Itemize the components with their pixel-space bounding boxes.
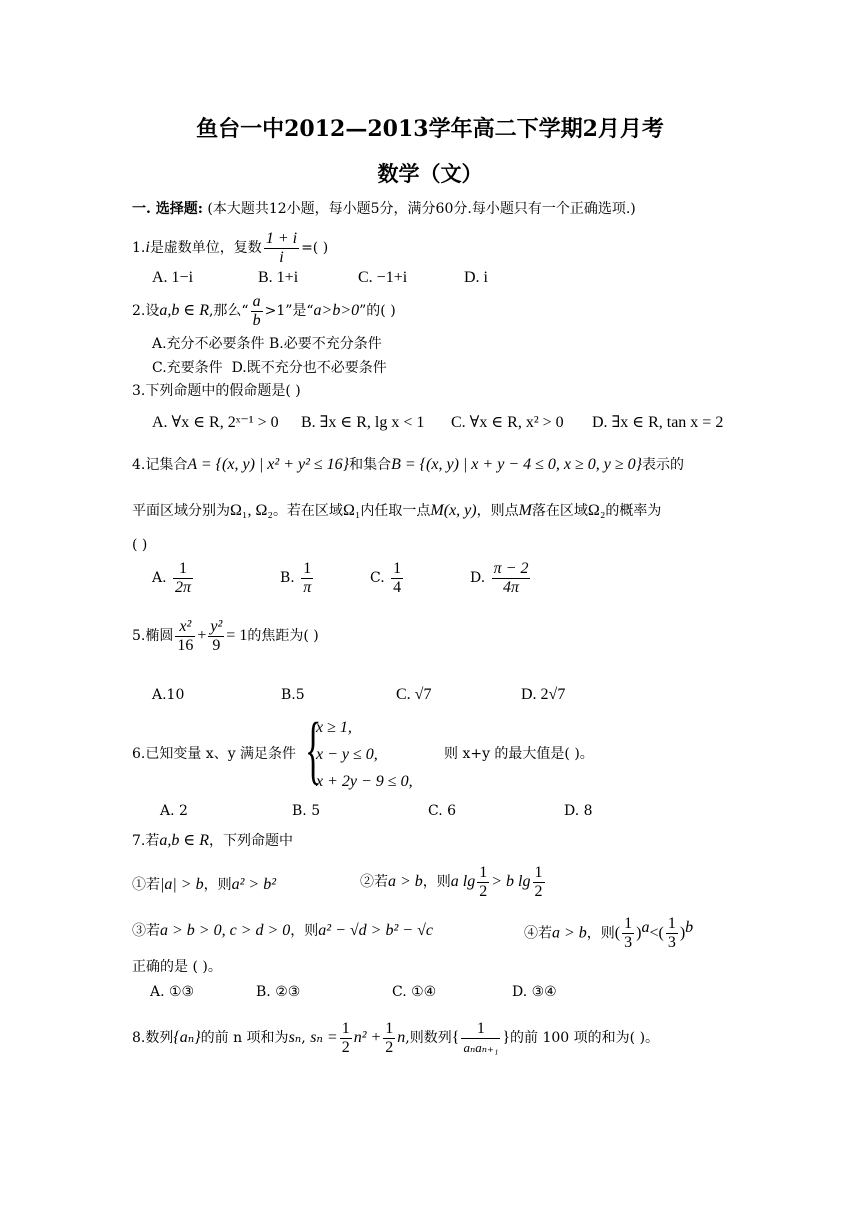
question-8 bbox=[132, 1018, 659, 1058]
q8-recip-den: aₙaₙ₊₁ bbox=[463, 1039, 499, 1055]
q4-text-7: ，则点 bbox=[476, 503, 519, 519]
q7-option-a: A. ①③ bbox=[150, 984, 195, 1000]
q4-option-a-label: A. bbox=[152, 570, 167, 586]
q4-option-c-den: 4 bbox=[393, 578, 402, 596]
q6-option-b: B. 5 bbox=[292, 803, 321, 819]
q4-point: M(x, y) bbox=[430, 502, 477, 519]
q1-fraction bbox=[264, 230, 299, 267]
q2-option-d: D.既不充分也不必要条件 bbox=[231, 360, 387, 376]
q4-option-a bbox=[152, 558, 195, 598]
q4-option-c bbox=[370, 558, 405, 598]
section-heading: 一. 选择题: bbox=[132, 201, 203, 217]
q2-option-b: B.必要不充分条件 bbox=[269, 336, 382, 352]
q7-p4-exponent-a: a bbox=[641, 919, 650, 936]
q8-fraction-1 bbox=[340, 1020, 352, 1057]
q7-answer-prompt: 正确的是 ( )。 bbox=[132, 959, 222, 975]
q7-option-d: D. ③④ bbox=[512, 984, 557, 1000]
q5-equals: = 1 bbox=[226, 627, 248, 644]
q7-p3-then: ，则 bbox=[290, 923, 319, 939]
q4-text-3: 表示的 bbox=[642, 457, 685, 473]
q4-option-a-num: 1 bbox=[173, 560, 193, 579]
q8-text-4: 的前 100 项的和为( )。 bbox=[510, 1030, 660, 1046]
q6-condition-3: x + 2y − 9 ≤ 0, bbox=[316, 773, 413, 790]
q5-frac-y-num: y² bbox=[210, 617, 223, 635]
q7-p4-close-paren-2: ) bbox=[679, 924, 686, 942]
q7-p2-frac-2-num: 1 bbox=[534, 863, 543, 881]
q1-option-a: A. 1−i bbox=[152, 269, 194, 286]
q4-option-b-fraction bbox=[301, 560, 313, 597]
q8-fraction-2 bbox=[383, 1020, 395, 1057]
q4-option-b-label: B. bbox=[280, 570, 295, 586]
q4-option-b bbox=[280, 558, 315, 598]
q7-p2-label: ②若 bbox=[360, 874, 388, 890]
q6-text: 6.已知变量 x、y 满足条件 bbox=[132, 746, 297, 762]
q8-close-brace: } bbox=[502, 1029, 511, 1046]
q4-omega-1: Ω₁ bbox=[342, 502, 361, 519]
q1-option-b: B. 1+i bbox=[258, 269, 299, 286]
q5-frac-x-den: 16 bbox=[177, 636, 194, 654]
q7-p2-cond: a > b bbox=[388, 873, 423, 890]
q7-p2-fraction-2 bbox=[533, 864, 545, 901]
q8-frac-1-den: 2 bbox=[341, 1038, 350, 1056]
q2-options-row1 bbox=[152, 334, 382, 354]
q6-option-d: D. 8 bbox=[564, 803, 593, 819]
q4-option-c-fraction bbox=[391, 560, 403, 597]
q7-p4-label: ④若 bbox=[524, 925, 552, 942]
q7-p1-cond: |a| > b bbox=[160, 876, 204, 893]
q4-text-9: 的概率为 bbox=[605, 503, 662, 519]
q7-p4-open-paren-2: ( bbox=[658, 924, 664, 942]
q8-sn: sₙ bbox=[288, 1029, 302, 1046]
q7-text: 7.若 bbox=[132, 833, 160, 849]
q2-condition: a,b ∈ R bbox=[159, 302, 209, 319]
q8-open-brace: { bbox=[451, 1029, 460, 1046]
q1-var: i bbox=[145, 239, 150, 256]
q7-option-b: B. ②③ bbox=[256, 984, 301, 1000]
q8-frac-2-num: 1 bbox=[385, 1019, 394, 1037]
q5-plus: + bbox=[197, 627, 207, 644]
q7-p4-close-paren-1: ) bbox=[636, 924, 642, 942]
q2-frac-den: b bbox=[252, 311, 261, 329]
q4-option-d-label: D. bbox=[470, 570, 486, 586]
q7-p2-frac-2-den: 2 bbox=[534, 882, 543, 900]
q4-omegas: Ω₁, Ω₂ bbox=[230, 502, 273, 519]
q7-p4-frac-2-num: 1 bbox=[667, 915, 676, 933]
q4-option-c-label: C. bbox=[370, 570, 385, 586]
q7-p4-open-paren-1: ( bbox=[614, 924, 621, 942]
q7-condition: a,b ∈ R bbox=[159, 832, 209, 849]
section-header bbox=[132, 199, 636, 219]
q7-p2-fraction-1 bbox=[477, 864, 489, 901]
q7-p2-frac-1-num: 1 bbox=[479, 863, 488, 881]
q7-proposition-1 bbox=[132, 875, 276, 895]
q4-set-a: A = {(x, y) | x² + y² ≤ 16} bbox=[187, 456, 350, 473]
q7-p2-then: ，则 bbox=[422, 874, 451, 890]
q7-p4-less-than: < bbox=[649, 924, 659, 942]
q2-frac-num: a bbox=[252, 292, 261, 310]
q5-option-b: B.5 bbox=[281, 687, 305, 703]
q4-option-c-num: 1 bbox=[393, 559, 402, 577]
q7-p4-fraction-2 bbox=[666, 915, 678, 952]
q2-option-c: C.充要条件 bbox=[152, 360, 223, 376]
q3-option-a: A. ∀x ∈ R, 2ˣ⁻¹ > 0 bbox=[152, 414, 279, 431]
q5-frac-y-den: 9 bbox=[212, 636, 221, 654]
section-note: (本大题共12小题，每小题5分，满分60分.每小题只有一个正确选项.) bbox=[207, 201, 636, 217]
q3-option-b: B. ∃x ∈ R, lg x < 1 bbox=[301, 414, 425, 431]
q7-p3-result: a² − √d > b² − √c bbox=[318, 922, 433, 939]
q7-p4-fraction-1 bbox=[622, 915, 634, 952]
q4-line-2 bbox=[132, 501, 661, 521]
q5-option-d: D. 2√7 bbox=[521, 686, 566, 703]
q4-text-4: 平面区域分别为 bbox=[132, 503, 230, 519]
q6-conditions bbox=[316, 714, 413, 795]
q2-text: 2.设 bbox=[132, 303, 160, 319]
q1-number: 1. bbox=[132, 240, 146, 256]
q1-frac-num: 1 + i bbox=[265, 229, 298, 247]
exam-subtitle: 数学（文） bbox=[377, 161, 483, 186]
q7-p4-then: ，则 bbox=[586, 925, 615, 942]
q8-text-3: ,则数列 bbox=[405, 1030, 452, 1046]
q4-option-d-num: π − 2 bbox=[493, 559, 529, 577]
q6-condition-2: x − y ≤ 0, bbox=[316, 746, 378, 763]
q3-option-c: C. ∀x ∈ R, x² > 0 bbox=[451, 414, 564, 431]
q5-fraction-x bbox=[175, 618, 195, 655]
q3-option-d: D. ∃x ∈ R, tan x = 2 bbox=[592, 414, 724, 431]
q8-comma: , bbox=[301, 1030, 306, 1046]
question-4 bbox=[132, 455, 684, 475]
q8-reciprocal-fraction bbox=[461, 1020, 500, 1057]
q7-p3-cond: a > b > 0, c > d > 0 bbox=[160, 922, 291, 939]
q7-proposition-2 bbox=[360, 862, 547, 902]
q4-option-a-fraction bbox=[173, 560, 193, 597]
q5-option-a: A.10 bbox=[152, 687, 185, 703]
q4-text-2: 和集合 bbox=[349, 457, 392, 473]
q8-frac-2-den: 2 bbox=[385, 1038, 394, 1056]
q7-p4-frac-2-den: 3 bbox=[667, 934, 676, 952]
q4-text-5: 。若在区域 bbox=[272, 503, 343, 519]
q2-text-2: ,那么“ bbox=[208, 303, 249, 319]
q8-recip-num: 1 bbox=[461, 1020, 500, 1039]
q5-fraction-y bbox=[208, 618, 224, 655]
q4-option-d bbox=[470, 558, 532, 598]
q2-condition-2: a>b>0 bbox=[313, 302, 360, 319]
q2-option-a: A.充分不必要条件 bbox=[152, 336, 265, 352]
q8-sn-formula: sₙ = bbox=[310, 1029, 338, 1046]
exam-title: 鱼台一中2012—2013学年高二下学期2月月考 bbox=[196, 116, 664, 142]
q4-option-b-den: π bbox=[303, 578, 312, 596]
q7-p4-cond: a > b bbox=[552, 924, 587, 942]
q5-frac-x-num: x² bbox=[175, 618, 195, 637]
q5-option-c: C. √7 bbox=[396, 686, 432, 703]
q7-p4-frac-1-num: 1 bbox=[624, 915, 633, 933]
q8-frac-1-num: 1 bbox=[341, 1019, 350, 1037]
question-5 bbox=[132, 615, 319, 657]
q6-condition-1: x ≥ 1, bbox=[316, 719, 352, 736]
q4-paren: ( ) bbox=[132, 537, 148, 553]
q1-option-d: D. i bbox=[464, 269, 488, 286]
q7-p2-a-lg: a lg bbox=[450, 873, 476, 890]
q4-text-6: 内任取一点 bbox=[360, 503, 431, 519]
q8-sequence: {aₙ} bbox=[173, 1029, 201, 1046]
q2-text-3: >1”是“ bbox=[264, 303, 314, 319]
q1-option-c: C. −1+i bbox=[358, 269, 408, 286]
q6-option-c: C. 6 bbox=[428, 803, 457, 819]
q7-p4-exponent-b: b bbox=[685, 919, 694, 936]
q7-p1-then: ，则 bbox=[203, 877, 232, 893]
q2-options-row2 bbox=[152, 358, 387, 378]
q2-fraction bbox=[251, 293, 263, 330]
q1-frac-den: i bbox=[279, 248, 284, 266]
q4-text: 4.记集合 bbox=[132, 457, 188, 473]
q7-p1-result: a² > b² bbox=[231, 876, 276, 893]
q1-text: 是虚数单位，复数 bbox=[149, 240, 262, 256]
q4-option-a-den: 2π bbox=[175, 578, 192, 596]
q8-text: 8.数列 bbox=[132, 1030, 174, 1046]
q4-omega-2: Ω₂ bbox=[587, 502, 606, 519]
question-1 bbox=[132, 228, 328, 268]
q4-text-8: 落在区域 bbox=[531, 503, 588, 519]
question-7 bbox=[132, 831, 293, 851]
q7-p1-label: ①若 bbox=[132, 877, 160, 893]
q7-p4-frac-1-den: 3 bbox=[624, 934, 633, 952]
q8-n: n bbox=[397, 1029, 406, 1046]
q7-p2-frac-1-den: 2 bbox=[479, 882, 488, 900]
q6-option-a: A. 2 bbox=[160, 803, 188, 819]
q7-option-c: C. ①④ bbox=[392, 984, 437, 1000]
q7-proposition-4 bbox=[524, 908, 693, 954]
q7-text-2: ，下列命题中 bbox=[208, 833, 293, 849]
q6-brace: { bbox=[305, 708, 322, 792]
question-2 bbox=[132, 291, 396, 331]
q5-text: 5.椭圆 bbox=[132, 628, 174, 644]
q7-proposition-3 bbox=[132, 921, 433, 941]
q4-option-d-fraction bbox=[492, 560, 531, 597]
q8-n-squared: n² + bbox=[353, 1029, 382, 1046]
q7-p3-label: ③若 bbox=[132, 923, 160, 939]
q4-m: M bbox=[518, 502, 532, 519]
q5-text-2: 的焦距为( ) bbox=[247, 628, 319, 644]
q4-set-b: B = {(x, y) | x + y − 4 ≤ 0, x ≥ 0, y ≥ 0} bbox=[391, 456, 643, 473]
q6-question: 则 x+y 的最大值是( )。 bbox=[444, 746, 594, 762]
q1-paren: =( ) bbox=[301, 240, 329, 256]
q7-p2-b-lg: > b lg bbox=[491, 873, 531, 890]
q8-text-2: 的前 n 项和为 bbox=[200, 1030, 289, 1046]
q4-option-b-num: 1 bbox=[301, 560, 313, 579]
q4-option-d-den: 4π bbox=[503, 578, 520, 596]
question-3: 3.下列命题中的假命题是( ) bbox=[132, 383, 301, 399]
q2-paren: ”的( ) bbox=[359, 303, 396, 319]
